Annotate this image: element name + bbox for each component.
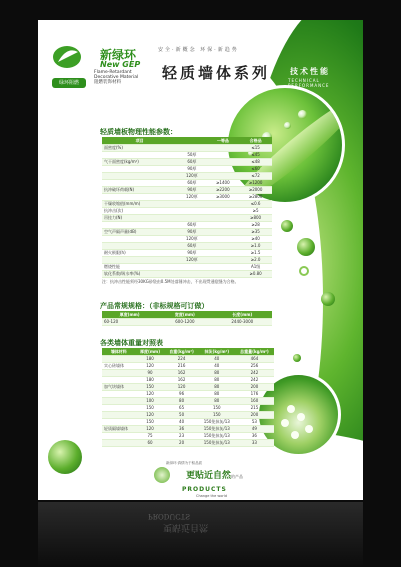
section-title-weight: 各类墙体重量对照表 (100, 339, 163, 347)
table-cell (206, 236, 239, 243)
table-row (102, 271, 272, 278)
table-row (102, 201, 272, 208)
table-cell: 120 (136, 391, 165, 398)
table-cell: 80 (199, 377, 235, 384)
table-cell: 120 (136, 412, 165, 419)
table-row (102, 187, 272, 194)
specs-table (102, 311, 272, 326)
table-cell: 120 (136, 426, 165, 433)
table-row (102, 398, 274, 405)
table-cell (177, 201, 206, 208)
table-cell (206, 215, 239, 222)
table-cell: 加气块墙体 (102, 384, 136, 391)
table-row (102, 166, 272, 173)
table-cell: ≥2.0 (239, 257, 272, 264)
table-cell: 120 (164, 384, 198, 391)
table-cell (206, 264, 239, 271)
table-cell: 面密度(%) (102, 145, 177, 152)
table-row (102, 440, 274, 447)
table-row (102, 426, 274, 433)
table-cell: 实心砖墙体 (102, 363, 136, 370)
table-cell: 200 (235, 412, 274, 419)
table-row (102, 370, 274, 377)
table-cell: ≥28 (239, 222, 272, 229)
green-ring-decoration (299, 266, 309, 276)
table-cell: 60-120 (102, 319, 157, 326)
table-cell (102, 405, 136, 412)
wall-weight-table (102, 348, 274, 447)
table-row (102, 208, 272, 215)
table-cell: 抗冲击(次) (102, 208, 177, 215)
table-cell: 36 (164, 426, 198, 433)
green-ball-decoration (293, 354, 301, 362)
table-cell: ≥40 (239, 236, 272, 243)
table-cell: 150免抹灰/13 (199, 440, 235, 447)
table-row (102, 356, 274, 363)
table-cell (206, 257, 239, 264)
table-cell (206, 145, 239, 152)
table-cell: 150免抹灰/13 (199, 433, 235, 440)
table-header-cell: 项目 (102, 137, 177, 145)
brand-name-en: New GEP (100, 60, 141, 69)
table-header-row (102, 137, 272, 145)
table-cell (102, 152, 177, 159)
table-row (102, 159, 272, 166)
table-cell: 120厚 (177, 236, 206, 243)
table-cell (206, 229, 239, 236)
table-row (102, 215, 272, 222)
table-cell: 吊挂力(N) (102, 215, 177, 222)
table-cell: ≤72 (239, 173, 272, 180)
leaf-logo-icon (52, 44, 82, 70)
table-cell: 90厚 (177, 187, 206, 194)
table-cell: 60 (136, 440, 165, 447)
table-cell: 150免抹灰/13 (199, 419, 235, 426)
table-cell: 40 (164, 419, 198, 426)
table-cell: 150 (136, 419, 165, 426)
flower-icon (281, 419, 289, 427)
table-cell: ≥1.5 (239, 250, 272, 257)
table-cell: 464 (235, 356, 274, 363)
table-cell (102, 391, 136, 398)
table-cell: 20 (164, 440, 198, 447)
table-cell: ≤48 (239, 159, 272, 166)
table-cell: 40 (199, 356, 235, 363)
table-cell: ≤60 (239, 166, 272, 173)
table-cell: 162 (164, 377, 198, 384)
table-cell: ≤15 (239, 145, 272, 152)
table-cell (177, 215, 206, 222)
table-header-cell: 厚度(mm) (102, 311, 157, 319)
table-cell: 80 (164, 398, 198, 405)
table-row (102, 319, 272, 326)
table-header-row (102, 311, 272, 319)
table-row (102, 222, 272, 229)
table-cell: 120厚 (177, 194, 206, 201)
water-drop-icon (298, 110, 307, 119)
table-header-cell: 自重(kg/m²) (164, 348, 198, 356)
table-header-cell: 长度(mm) (213, 311, 272, 319)
table-row (102, 194, 272, 201)
flower-icon (297, 413, 305, 421)
table-cell (102, 419, 136, 426)
table-cell: ≥2200 (206, 187, 239, 194)
table-cell: 23 (164, 433, 198, 440)
table-cell (206, 201, 239, 208)
table-header-cell (177, 137, 206, 145)
table-cell: 80 (199, 398, 235, 405)
table-header-cell: 宽度(mm) (157, 311, 212, 319)
table-cell: ≥2000 (239, 187, 272, 194)
table-cell: 65 (164, 405, 198, 412)
section-title-physical: 轻质墙板物理性能参数： (100, 128, 177, 136)
table-cell: 90厚 (177, 250, 206, 257)
brand-subtitle: Flame-Retardant Decorative Material 阻燃装饰材料 (94, 70, 139, 85)
table-cell: 150 (199, 405, 235, 412)
table-row (102, 391, 274, 398)
table-cell (177, 271, 206, 278)
poster (38, 20, 363, 500)
footer-small-text: 新绿环·真情为于积品质 (166, 461, 203, 465)
table-row (102, 264, 272, 271)
table-cell: 燃烧性能 (102, 264, 177, 271)
table-cell (102, 180, 177, 187)
table-cell: 干燥收缩值(mm/m) (102, 201, 177, 208)
logo-badge: 绿环阻燃 (52, 78, 86, 88)
table-header-cell: 墙体材料 (102, 348, 136, 356)
table-cell (177, 145, 206, 152)
table-cell (206, 159, 239, 166)
table-cell (206, 243, 239, 250)
table-row (102, 243, 272, 250)
table-cell (102, 377, 136, 384)
footer-slogan (186, 468, 243, 481)
table-cell (206, 152, 239, 159)
table-cell: 150 (136, 384, 165, 391)
table-cell: 90厚 (177, 229, 206, 236)
footer-slogan-main: 更贴近自然 (186, 471, 232, 481)
physical-properties-table (102, 137, 272, 278)
table-cell: 96 (164, 391, 198, 398)
table-cell: 36 (235, 433, 274, 440)
table-cell: ≥1200 (239, 180, 272, 187)
table-cell: 180 (136, 377, 165, 384)
table-header-cell: 厚度(mm) (136, 348, 165, 356)
table-cell: 气干面密度(kg/m²) (102, 159, 177, 166)
table-cell: 40 (199, 363, 235, 370)
table-cell (102, 236, 177, 243)
table-cell: 162 (164, 370, 198, 377)
table-cell (102, 243, 177, 250)
table-cell: 120 (136, 363, 165, 370)
table-cell: ≥1400 (206, 180, 239, 187)
table-cell: ≤45 (239, 152, 272, 159)
footer-en-sub: Change the world (196, 494, 228, 498)
table-cell (102, 194, 177, 201)
table-cell: 耐火极限(h) (102, 250, 177, 257)
table-header-cell: 总重量(kg/m²) (235, 348, 274, 356)
table-cell: 150 (199, 412, 235, 419)
table-cell: 49 (235, 426, 274, 433)
table-cell: 60厚 (177, 222, 206, 229)
table-cell: 160 (235, 398, 274, 405)
table-cell: 抗冲破坏荷载(N) (102, 187, 177, 194)
table-cell: ≥2800 (239, 194, 272, 201)
table-cell (102, 257, 177, 264)
green-ball-decoration (321, 292, 335, 306)
table-cell: 90厚 (177, 166, 206, 173)
table-row (102, 145, 272, 152)
table-cell: 176 (235, 391, 274, 398)
green-ball-decoration (297, 238, 315, 256)
header-slogan: 安全·新概念 环保·新趋势 (158, 47, 239, 53)
table-cell: ≥35 (239, 229, 272, 236)
table-row (102, 405, 274, 412)
table-header-cell: 一等品 (206, 137, 239, 145)
table-row (102, 250, 272, 257)
table-cell (102, 173, 177, 180)
table-cell: 50厚 (177, 152, 206, 159)
table-row (102, 363, 274, 370)
table-cell (206, 166, 239, 173)
table-row (102, 384, 274, 391)
tech-title-cn: 技术性能 (290, 67, 330, 76)
table-row (102, 433, 274, 440)
water-drop-icon (284, 122, 291, 129)
table-cell (206, 250, 239, 257)
table-cell (102, 370, 136, 377)
table-cell: 90 (136, 370, 165, 377)
table-cell: 216 (164, 363, 198, 370)
table-cell: 80 (199, 384, 235, 391)
table-cell: 150 (136, 405, 165, 412)
table-cell: 215 (235, 405, 274, 412)
table-row (102, 412, 274, 419)
table-cell: 60厚 (177, 243, 206, 250)
table-header-cell: 抹灰(kg/m²) (199, 348, 235, 356)
table-row (102, 377, 274, 384)
table-cell (102, 440, 136, 447)
table-cell: 242 (235, 377, 274, 384)
table-cell: 100 (136, 398, 165, 405)
table-cell: 60厚 (177, 159, 206, 166)
table-row (102, 257, 272, 264)
table-cell: 空气声隔声量(dB) (102, 229, 177, 236)
table-cell (206, 173, 239, 180)
brand-name-cn: 新绿环 (100, 48, 137, 62)
table-cell: ≥3000 (206, 194, 239, 201)
table-row (102, 236, 272, 243)
table-cell (206, 208, 239, 215)
table-cell: 242 (235, 370, 274, 377)
flower-icon (305, 425, 313, 433)
poster-reflection (38, 502, 363, 567)
table-cell (102, 356, 136, 363)
table-row (102, 173, 272, 180)
table-cell: 53 (235, 419, 274, 426)
flower-icon (287, 405, 295, 413)
table-row (102, 180, 272, 187)
footer-en: PRODUCTS (182, 486, 227, 493)
table-row (102, 419, 274, 426)
flower-icon (291, 431, 299, 439)
table-cell: 80 (199, 370, 235, 377)
table-cell: 50 (164, 412, 198, 419)
section-title-specs: 产品常规规格：（非标规格可订做） (100, 302, 209, 310)
table-cell: 轻质隔墙墙体 (102, 426, 136, 433)
table-cell (206, 222, 239, 229)
table-cell: A1级 (239, 264, 272, 271)
table-cell: 200 (235, 384, 274, 391)
footer-slogan-suffix: 的产品 (231, 474, 244, 479)
table-cell: 75 (136, 433, 165, 440)
table-cell: ≥5 (239, 208, 272, 215)
table-cell (102, 222, 177, 229)
table-cell (102, 412, 136, 419)
table-cell: ≥0.80 (239, 271, 272, 278)
table-cell: 2440-3000 (213, 319, 272, 326)
table-cell: 软化系数/吸水率(%) (102, 271, 177, 278)
table-cell (102, 166, 177, 173)
table-cell: 60厚 (177, 180, 206, 187)
table-row (102, 152, 272, 159)
table-row (102, 229, 272, 236)
table-cell: 33 (235, 440, 274, 447)
table-cell: 150免抹灰/13 (199, 426, 235, 433)
table-header-row (102, 348, 274, 356)
table-cell: 256 (235, 363, 274, 370)
table-header-cell: 合格品 (239, 137, 272, 145)
table-cell: 224 (164, 356, 198, 363)
table-cell: 600-1200 (157, 319, 212, 326)
table-cell (177, 208, 206, 215)
page-title: 轻质墙体系列 (162, 64, 271, 82)
tech-title-en: TECHNICAL PERFORMANCE (288, 78, 330, 88)
table-cell (177, 264, 206, 271)
table-cell: ≥800 (239, 215, 272, 222)
table-cell: 120厚 (177, 173, 206, 180)
footer-logo-icon (154, 467, 170, 483)
table-note: 注：抗冲击性能须经30KG砂袋由0.5M处落锤冲击，不出现贯通裂缝为合格。 (102, 279, 239, 284)
table-cell (206, 271, 239, 278)
reflection-text: PRODUCTS (148, 512, 191, 520)
table-cell: 80 (199, 391, 235, 398)
table-cell (102, 398, 136, 405)
table-cell (102, 433, 136, 440)
table-cell: ≥1.0 (239, 243, 272, 250)
table-cell: ≤0.6 (239, 201, 272, 208)
green-ball-decoration (48, 440, 82, 474)
reflection-text: 更贴近自然 (163, 522, 209, 532)
table-cell: 120厚 (177, 257, 206, 264)
green-ball-decoration (281, 220, 293, 232)
table-cell: 180 (136, 356, 165, 363)
